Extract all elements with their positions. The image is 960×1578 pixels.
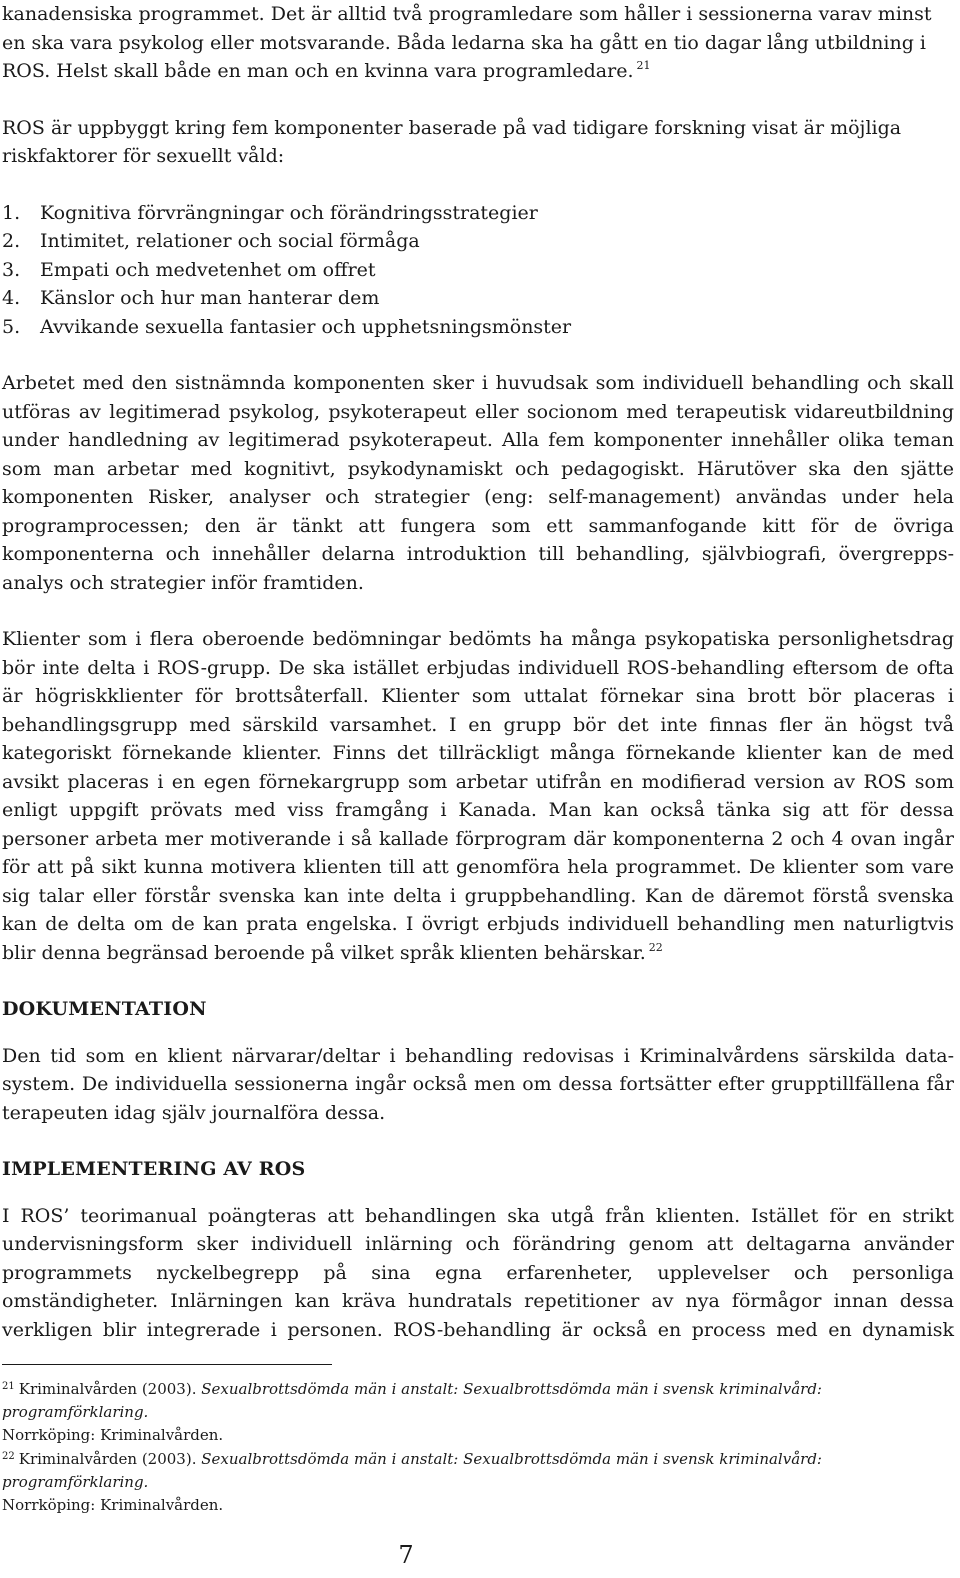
list-item-text: Känslor och hur man hanterar dem (40, 287, 380, 309)
paragraph-implementering: I ROS’ teorimanual poängteras att behandlingen ska utgå från klienten. Istället för en strikt undervisningsform sker individuell inlärning och förändring genom att deltagarna använder programmets nyckelbegrepp på sina egna erfarenheter, upplevelser och personliga omständigheter. Inlärningen kan kräva hundratals repetitioner av nya förmågor innan dessa verkligen blir integrerade i personen. ROS-behandling är också en process med en dynamisk (2, 1204, 954, 1341)
list-item-number: 2. (2, 230, 21, 252)
paragraph-intro (2, 0, 954, 86)
paragraph-intro-line-1: kanadensiska programmet. Det är alltid två programledare som håller i sessionerna varav minst (2, 3, 932, 25)
paragraph-client-selection (2, 625, 954, 967)
list-item (2, 199, 954, 228)
list-item-text: Empati och medvetenhet om offret (40, 258, 376, 281)
paragraph-client-selection-text: Klienter som i flera oberoende bedömningar bedömts ha många psykopatiska personlighetsdrag bör inte delta i ROS-grupp. De ska istället erbjudas individuell ROS-behandling eftersom de ofta är högriskklienter för brottsåterfall. Klienter som uttalat förnekar sina brott bör placeras i behandlingsgrupp med särskild varsamhet. I en grupp bör det inte finnas fler än högst två kategoriskt förnekande klienter. Finns det tillräckligt många förnekande klienter kan de med avsikt placeras i en egen förnekargrupp som arbetar utifrån en modifierad version av ROS som enligt uppgift prövats med viss framgång i Kanada. Man kan också tänka sig att för dessa personer arbeta mer motiverande i så kallade förprogram där komponenterna 2 och 4 ovan ingår för att på sikt kunna motivera klienten till att genomföra hela programmet. De klienter som vare sig talar eller förstår svenska kan inte delta i gruppbehandling. Kan de däremot förstå svenska kan de delta om de kan prata engelska. I övrigt erbjuds individuell behandling men naturligtvis blir denna begränsad beroende på vilket språk klienten behärskar. (2, 628, 954, 964)
paragraph-intro-line-3-text: ROS. Helst skall både en man och en kvinna vara programledare. (2, 60, 634, 82)
footnote-publisher: Norrköping: Kriminalvården. (2, 1496, 224, 1514)
page-number: 7 (398, 1541, 414, 1569)
footnote-ref-22: 22 (648, 940, 663, 954)
heading-dokumentation: DOKUMENTATION (2, 998, 207, 1020)
footnote-author: Kriminalvården (2003). (18, 1450, 197, 1468)
list-item-text: Intimitet, relationer och social förmåga (40, 230, 420, 252)
paragraph-components-intro: ROS är uppbyggt kring fem komponenter baserade på vad tidigare forskning visat är möjliga riskfaktorer för sexuellt våld: (2, 116, 902, 167)
footnotes (2, 1378, 954, 1517)
list-item-text: Kognitiva förvrängningar och förändringsstrategier (40, 201, 538, 224)
paragraph-dokumentation: Den tid som en klient närvarar/deltar i behandling redovisas i Kriminalvårdens särskilda data-system. De individuella sessionerna ingår också men om dessa fortsätter efter grupptillfällena får terapeuten idag själv journalföra dessa. (2, 1044, 954, 1124)
footnote-22 (2, 1448, 954, 1517)
heading-implementering: IMPLEMENTERING AV ROS (2, 1158, 306, 1180)
list-item-number: 5. (2, 315, 21, 338)
list-item-number: 1. (2, 201, 21, 224)
footnote-author: Kriminalvården (2003). (18, 1380, 197, 1398)
footnote-title: Sexualbrottsdömda män i anstalt: Sexualbrottsdömda män i svensk kriminalvård: programförklaring. (2, 1380, 822, 1421)
footnote-title: Sexualbrottsdömda män i anstalt: Sexualbrottsdömda män i svensk kriminalvård: programförklaring. (2, 1450, 822, 1491)
list-item (2, 227, 954, 256)
paragraph-component-work: Arbetet med den sistnämnda komponenten sker i huvudsak som individuell behandling och skall utföras av legitimerad psykolog, psykoterapeut eller socionom med terapeutisk vidareutbildning under handledning av legitimerad psykoterapeut. Alla fem komponenter innehåller olika teman som man arbetar med kognitivt, psykodynamiskt och pedagogiskt. Härutöver ska den sjätte komponenten Risker, analyser och strategier (eng: self-management) användas under hela programprocessen; den är tänkt att fungera som ett sammanfogande kitt för de övriga komponenterna och innehåller delarna introduktion till behandling, självbiografi, övergrepps-analys och strategier inför framtiden. (2, 372, 954, 594)
footnote-publisher: Norrköping: Kriminalvården. (2, 1426, 224, 1444)
footnote-21 (2, 1378, 954, 1447)
list-item-number: 4. (2, 287, 21, 309)
list-item (2, 256, 954, 285)
paragraph-intro-line-2: en ska vara psykolog eller motsvarande. Båda ledarna ska ha gått en tio dagar lång utbildning i (2, 31, 926, 54)
list-item-number: 3. (2, 258, 21, 281)
component-list (2, 199, 954, 342)
footnote-divider (2, 1364, 332, 1365)
paragraph-intro-line-3 (2, 57, 954, 86)
list-item-text: Avvikande sexuella fantasier och upphetsningsmönster (40, 315, 572, 338)
list-item (2, 313, 954, 342)
list-item (2, 284, 954, 313)
page-body (2, 0, 954, 1344)
footnote-number: 22 (2, 1451, 15, 1462)
footnote-ref-21: 21 (636, 59, 651, 72)
footnote-number: 21 (2, 1381, 15, 1392)
